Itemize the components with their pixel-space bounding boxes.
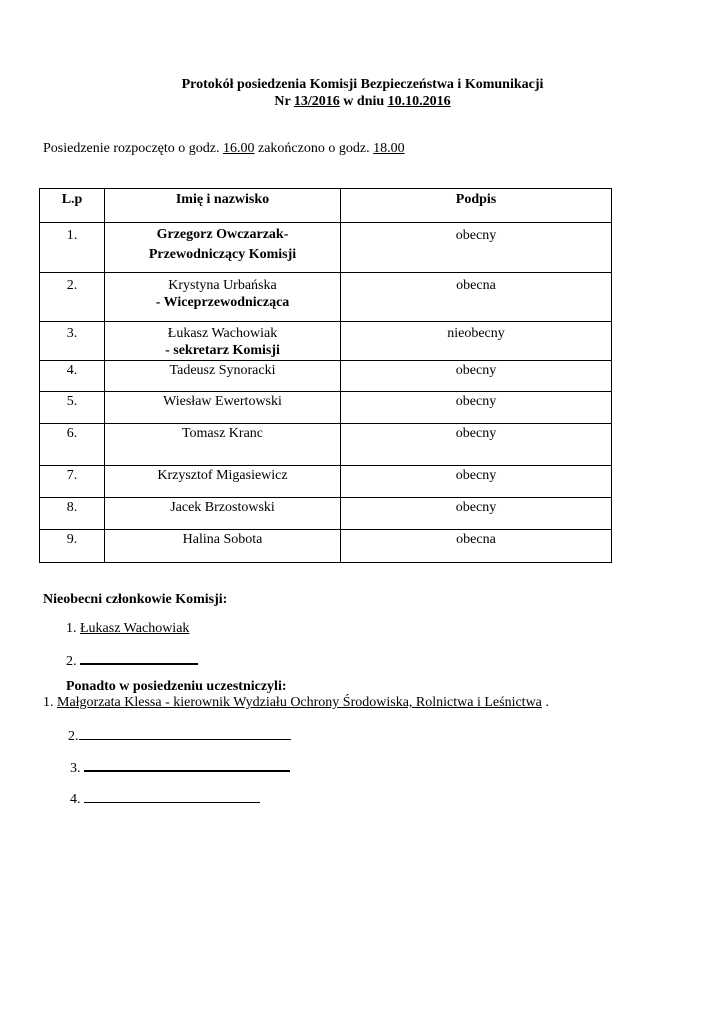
blank-line	[84, 757, 290, 772]
row-name: Halina Sobota	[105, 530, 341, 563]
table-row	[40, 322, 612, 361]
table-row	[40, 530, 612, 563]
row-lp: 9.	[40, 530, 105, 563]
document-title: Protokół posiedzenia Komisji Bezpieczeństwa i Komunikacji	[181, 77, 544, 92]
row-status: nieobecny	[341, 322, 612, 361]
row-lp: 4.	[40, 361, 105, 392]
row-name: Łukasz Wachowiak - sekretarz Komisji	[105, 322, 341, 361]
protocol-number: 13/2016	[293, 94, 340, 109]
row-lp: 1.	[40, 223, 105, 273]
row-status: obecna	[341, 530, 612, 563]
end-time: 18.00	[373, 141, 405, 156]
table-row	[40, 392, 612, 424]
row-name: Krystyna Urbańska - Wiceprzewodnicząca	[105, 273, 341, 322]
absent-name: Łukasz Wachowiak	[80, 621, 190, 636]
row-name: Tomasz Kranc	[105, 424, 341, 466]
row-lp: 6.	[40, 424, 105, 466]
participants-heading: Ponadto w posiedzeniu uczestniczyli:	[66, 679, 287, 694]
row-status: obecny	[341, 361, 612, 392]
row-status: obecny	[341, 466, 612, 498]
participant-item-4: 4.	[70, 789, 260, 808]
participant-name: Małgorzata Klessa - kierownik Wydziału Ochrony Środowiska, Rolnictwa i Leśnictwa	[57, 695, 542, 710]
row-lp: 5.	[40, 392, 105, 424]
participant-item-1: 1. Małgorzata Klessa - kierownik Wydziału Ochrony Środowiska, Rolnictwa i Leśnictwa .	[43, 695, 549, 710]
row-status: obecny	[341, 392, 612, 424]
row-status: obecny	[341, 498, 612, 530]
row-status: obecna	[341, 273, 612, 322]
blank-line	[80, 650, 198, 665]
start-time: 16.00	[223, 141, 255, 156]
row-name: Grzegorz Owczarzak- Przewodniczący Komisji	[105, 223, 341, 273]
row-lp: 2.	[40, 273, 105, 322]
participant-item-3: 3.	[70, 757, 290, 777]
row-name: Tadeusz Synoracki	[105, 361, 341, 392]
table-row	[40, 424, 612, 466]
row-lp: 7.	[40, 466, 105, 498]
header-name: Imię i nazwisko	[105, 189, 341, 223]
protocol-date: 10.10.2016	[387, 94, 451, 109]
table-row	[40, 466, 612, 498]
table-row	[40, 273, 612, 322]
blank-line	[84, 789, 260, 803]
table-row	[40, 498, 612, 530]
header-signature: Podpis	[341, 189, 612, 223]
table-header-row	[40, 189, 612, 223]
table-row	[40, 223, 612, 273]
absent-heading: Nieobecni członkowie Komisji:	[43, 592, 228, 607]
row-status: obecny	[341, 424, 612, 466]
row-lp: 8.	[40, 498, 105, 530]
table-row	[40, 361, 612, 392]
attendance-table	[39, 188, 612, 563]
row-status: obecny	[341, 223, 612, 273]
row-name: Krzysztof Migasiewicz	[105, 466, 341, 498]
document-number-line: Nr 13/2016 w dniu 10.10.2016	[274, 94, 451, 109]
row-name: Jacek Brzostowski	[105, 498, 341, 530]
absent-item-1: 1. Łukasz Wachowiak	[66, 621, 190, 636]
header-lp: L.p	[40, 189, 105, 223]
session-times: Posiedzenie rozpoczęto o godz. 16.00 zakończono o godz. 18.00	[43, 141, 405, 156]
participant-item-2: 2.	[68, 726, 291, 745]
row-name: Wiesław Ewertowski	[105, 392, 341, 424]
row-lp: 3.	[40, 322, 105, 361]
absent-item-2: 2.	[66, 650, 198, 670]
blank-line	[79, 726, 291, 740]
